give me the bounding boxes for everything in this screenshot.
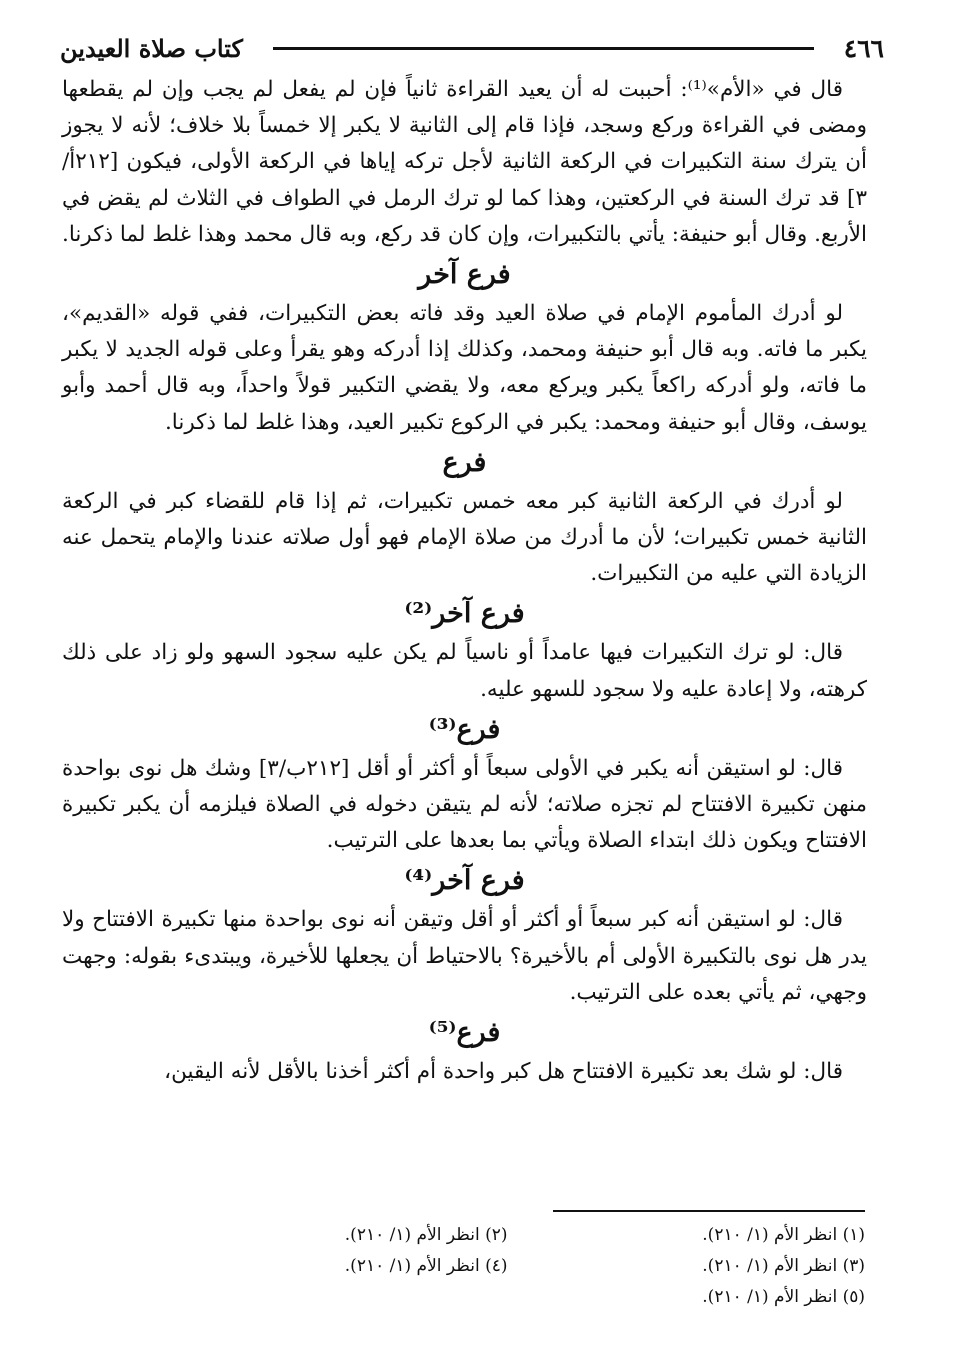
footnote-row — [150, 1220, 865, 1251]
footnote-row — [150, 1282, 865, 1313]
header-rule — [273, 47, 814, 50]
section-heading: فرع⁽³⁾ — [428, 713, 501, 745]
paragraph: لو أدرك المأموم الإمام في صلاة العيد وقد فاته بعض التكبيرات، ففي قوله «القديم»، يكبر ما فاته. وبه قال أبو حنيفة ومحمد، وكذلك إذا أدركه وهو يقرأ وعلى قوله الجديد لا يكبر ما فاته، ولو أدركه راكعاً يكبر ويركع معه، ولا يقضي التكبير قولاً واحداً، وبه قال أحمد وأبو يوسف، وقال أبو حنيفة ومحمد: يكبر في الركوع تكبير العيد، وهذا غلط لما ذكرنا. — [62, 301, 867, 435]
page-number: ٤٦٦ — [843, 33, 884, 63]
paragraph: قال: لو استيقن أنه يكبر في الأولى سبعاً أو أكثر أو أقل [٢١٢ب/٣] وشك هل نوى بواحدة منهن تكبيرة الافتتاح لم تجزه صلاته؛ لأنه لم يتيقن دخوله في الصلاة فيلزمه أن يكبر تكبيرة الافتتاح ويكون ذلك ابتداء الصلاة ويأتي بما بعدها على الترتيب. — [62, 755, 867, 854]
main-text — [62, 72, 867, 1090]
paragraph: قال في «الأم»⁽¹⁾: أحببت له أن يعيد القراءة ثانياً فإن لم يفعل لم يجب وإن لم يقطعها ومضى في القراءة وركع وسجد، فإذا قام إلى الثانية لا يكبر إلا خمساً بلا خلاف؛ لأنه لا يجوز أن يترك سنة التكبيرات في الركعة الثانية لأجل تركه إياها في الركعة الأولى، فيكون [٢١٢أ/٣] قد ترك السنة في الركعتين، وهذا كما لو ترك الرمل في الطواف في الثلاث لم يقض في الأربع. وقال أبو حنيفة: يأتي بالتكبيرات، وإن كان قد ركع، وبه قال محمد وهذا غلط لما ذكرنا. — [62, 77, 867, 247]
section-heading: فرع آخر — [418, 259, 511, 291]
footnote-1: (١) انظر الأم (١/ ٢١٠). — [702, 1225, 865, 1245]
paragraph: قال: لو ترك التكبيرات فيها عامداً أو ناسياً لم يكن عليه سجود السهو ولو زاد على ذلك كرهته، ولا إعادة عليه ولا سجود للسهو عليه. — [62, 640, 867, 702]
section-heading: فرع⁽⁵⁾ — [428, 1017, 501, 1049]
footnote-4: (٤) انظر الأم (١/ ٢١٠). — [344, 1256, 508, 1276]
footnote-row — [150, 1251, 865, 1282]
footnotes — [150, 1220, 865, 1313]
paragraph: لو أدرك في الركعة الثانية كبر معه خمس تكبيرات، ثم إذا قام للقضاء كبر في الركعة الثانية خمس تكبيرات؛ لأن ما أدرك من صلاة الإمام فهو أول صلاته عندنا والإمام يتحمل عنه الزيادة التي عليه من التكبيرات. — [62, 488, 868, 587]
footnote-2: (٢) انظر الأم (١/ ٢١٠). — [344, 1225, 508, 1245]
page-header — [60, 28, 884, 68]
footnote-separator — [553, 1210, 865, 1212]
running-title: كتاب صلاة العيدين — [60, 33, 243, 63]
footnote-5: (٥) انظر الأم (١/ ٢١٠). — [702, 1287, 865, 1307]
paragraph: قال: لو شك بعد تكبيرة الافتتاح هل كبر واحدة أم أكثر أخذنا بالأقل لأنه اليقين، — [164, 1059, 843, 1085]
section-heading: فرع آخر⁽⁴⁾ — [404, 865, 525, 897]
footnote-3: (٣) انظر الأم (١/ ٢١٠). — [702, 1256, 865, 1276]
section-heading: فرع آخر⁽²⁾ — [404, 598, 525, 630]
paragraph: قال: لو استيقن أنه كبر سبعاً أو أكثر أو أقل وتيقن أنه نوى بواحدة منها تكبيرة الافتتاح ولا يدر هل نوى بالتكبيرة الأولى أم بالأخيرة؟ بالاحتياط أن يجعلها للأخيرة، ويبتدىء بقوله: وجهت وجهي، ثم يأتي بعده على الترتيب. — [62, 907, 867, 1005]
section-heading: فرع — [442, 446, 487, 478]
